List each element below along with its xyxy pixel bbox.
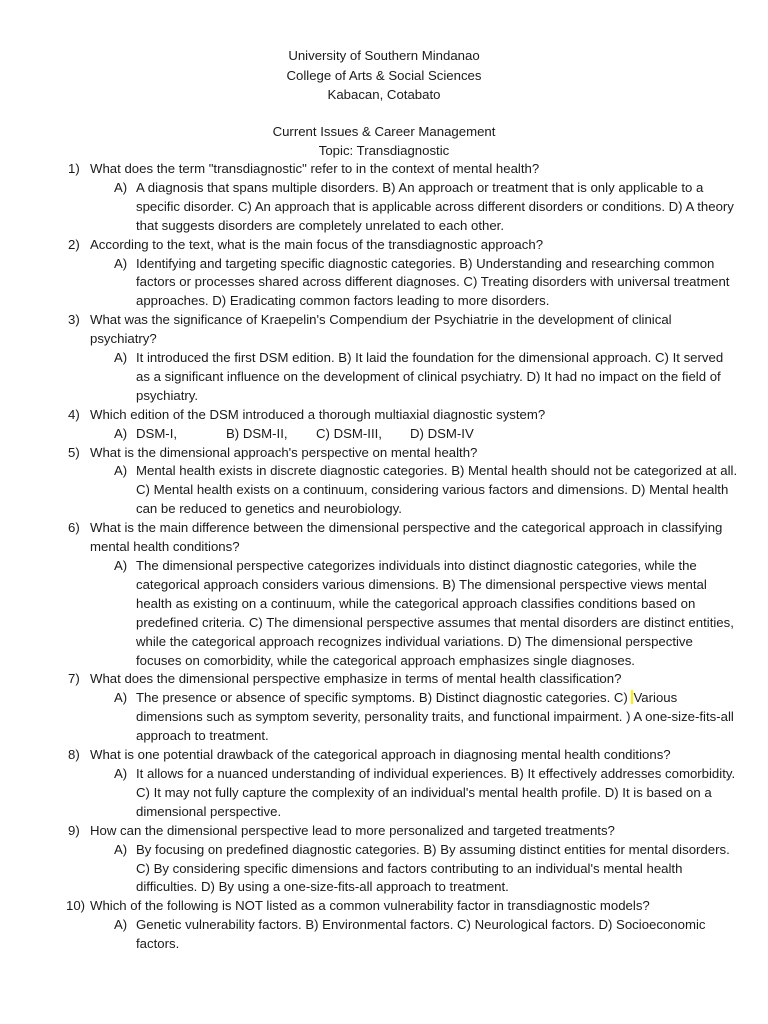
choice-letter: A) xyxy=(114,350,128,366)
college-name: College of Arts & Social Sciences xyxy=(286,67,482,83)
answer-choices xyxy=(114,916,738,954)
question-text: According to the text, what is the main focus of the transdiagnostic approach? xyxy=(90,236,544,252)
choice-d: D) DSM-IV xyxy=(410,425,474,441)
choice-text: A diagnosis that spans multiple disorders. B) An approach or treatment that is only applicable to a specific disorder. C) An approach that is applicable across different disorders or conditions. D) A theory that suggests disorders are completely unrelated to each other. xyxy=(136,179,734,233)
answer-choices xyxy=(114,765,738,822)
choice-text: It introduced the first DSM edition. B) It laid the foundation for the dimensional approach. C) It served as a significant influence on the development of clinical psychiatry. D) It had no impact on the field of psychiatry. xyxy=(136,350,724,403)
question-number: 6) xyxy=(68,520,80,536)
location: Kabacan, Cotabato xyxy=(327,87,441,102)
question-number: 7) xyxy=(68,671,80,687)
question-item xyxy=(68,406,738,425)
choice-text: Identifying and targeting specific diagnostic categories. B) Understanding and researching common factors or processes shared across different diagnoses. C) Treating disorders with universal treatment approaches. D) Eradicating common factors leading to more disorders. xyxy=(136,255,730,309)
choice-text-start: The presence or absence of specific symptoms. B) Distinct diagnostic categories. C) xyxy=(136,690,632,706)
answer-choices xyxy=(114,689,738,746)
choice-letter: A) xyxy=(114,463,128,479)
question-text: What is the main difference between the dimensional perspective and the categorical approach in classifying mental health conditions? xyxy=(90,520,723,555)
question-number: 5) xyxy=(68,444,80,460)
question-number: 3) xyxy=(68,312,80,328)
question-text: What does the dimensional perspective emphasize in terms of mental health classification? xyxy=(90,671,622,687)
question-item xyxy=(68,160,738,179)
choice-text: The dimensional perspective categorizes individuals into distinct diagnostic categories, while the categorical approach considers various dimensions. B) The dimensional perspective views mental health as existing on a continuum, while the categorical approach classifies conditions based on predefined criteria. C) The dimensional perspective assumes that mental disorders are distinct entities, while the categorical approach recognizes individual variations. D) The dimensional perspective focuses on comorbidity, while the categorical approach emphasizes single diagnoses. xyxy=(136,558,734,668)
choice-text: By focusing on predefined diagnostic categories. B) By assuming distinct entities for mental disorders. C) By considering specific dimensions and factors contributing to an individual's mental health difficulties. D) By using a one-size-fits-all approach to treatment. xyxy=(136,841,730,895)
topic-title: Topic: Transdiagnostic xyxy=(318,143,450,158)
question-item xyxy=(68,746,738,765)
question-number: 8) xyxy=(68,747,80,763)
question-number: 1) xyxy=(68,161,80,176)
question-text: What is one potential drawback of the categorical approach in diagnosing mental health conditions? xyxy=(90,747,671,763)
answer-choices xyxy=(114,557,738,670)
choice-b: B) DSM-II, xyxy=(226,425,288,441)
question-item xyxy=(68,519,738,557)
question-text: How can the dimensional perspective lead to more personalized and targeted treatments? xyxy=(90,822,615,838)
question-text: Which edition of the DSM introduced a thorough multiaxial diagnostic system? xyxy=(90,406,546,422)
choice-text-end: Various dimensions such as symptom severity, personality traits, and functional impairment. ) A one-size-fits-all approach to treatment. xyxy=(136,690,734,744)
choice-letter: A) xyxy=(114,179,128,195)
choice-c: C) DSM-III, xyxy=(316,425,382,441)
course-title: Current Issues & Career Management xyxy=(272,123,496,139)
university-name: University of Southern Mindanao xyxy=(288,48,480,63)
question-item xyxy=(68,822,738,841)
question-text: What was the significance of Kraepelin's Compendium der Psychiatrie in the development of clinical psychiatry? xyxy=(90,312,672,347)
question-text: Which of the following is NOT listed as a common vulnerability factor in transdiagnostic models? xyxy=(90,898,650,914)
choice-letter: A) xyxy=(114,765,128,781)
answer-choices xyxy=(114,179,738,236)
choice-letter: A) xyxy=(114,425,128,441)
choice-letter: A) xyxy=(114,558,128,574)
question-number: 10) xyxy=(66,898,86,914)
question-item xyxy=(68,236,738,255)
answer-choices xyxy=(114,349,738,406)
question-text: What does the term "transdiagnostic" refer to in the context of mental health? xyxy=(90,161,540,176)
answer-choices xyxy=(114,255,738,312)
question-item xyxy=(68,444,738,463)
choice-letter: A) xyxy=(114,255,128,271)
answer-choices-inline xyxy=(114,425,738,444)
question-number: 9) xyxy=(68,822,80,838)
question-text: What is the dimensional approach's perspective on mental health? xyxy=(90,444,478,460)
answer-choices xyxy=(114,462,738,519)
choice-letter: A) xyxy=(114,690,128,706)
answer-choices xyxy=(114,841,738,898)
choice-letter: A) xyxy=(114,917,128,933)
question-number: 4) xyxy=(68,406,80,422)
question-item xyxy=(68,670,738,689)
choice-text: It allows for a nuanced understanding of individual experiences. B) It effectively addresses comorbidity. C) It may not fully capture the complexity of an individual's mental health profile. D) It is based on a dimensional perspective. xyxy=(136,765,736,819)
choice-text: Genetic vulnerability factors. B) Environmental factors. C) Neurological factors. D) Socioeconomic factors. xyxy=(136,917,706,952)
question-list xyxy=(68,160,738,954)
choice-a: DSM-I, xyxy=(136,425,178,441)
choice-letter: A) xyxy=(114,841,128,857)
question-item xyxy=(68,311,738,349)
document-header xyxy=(0,46,768,161)
question-number: 2) xyxy=(68,236,80,252)
choice-text: Mental health exists in discrete diagnostic categories. B) Mental health should not be categorized at all. C) Mental health exists on a continuum, considering various factors and dimensions. D) Mental health can be reduced to genetics and neurobiology. xyxy=(136,463,738,517)
question-item xyxy=(68,897,738,916)
